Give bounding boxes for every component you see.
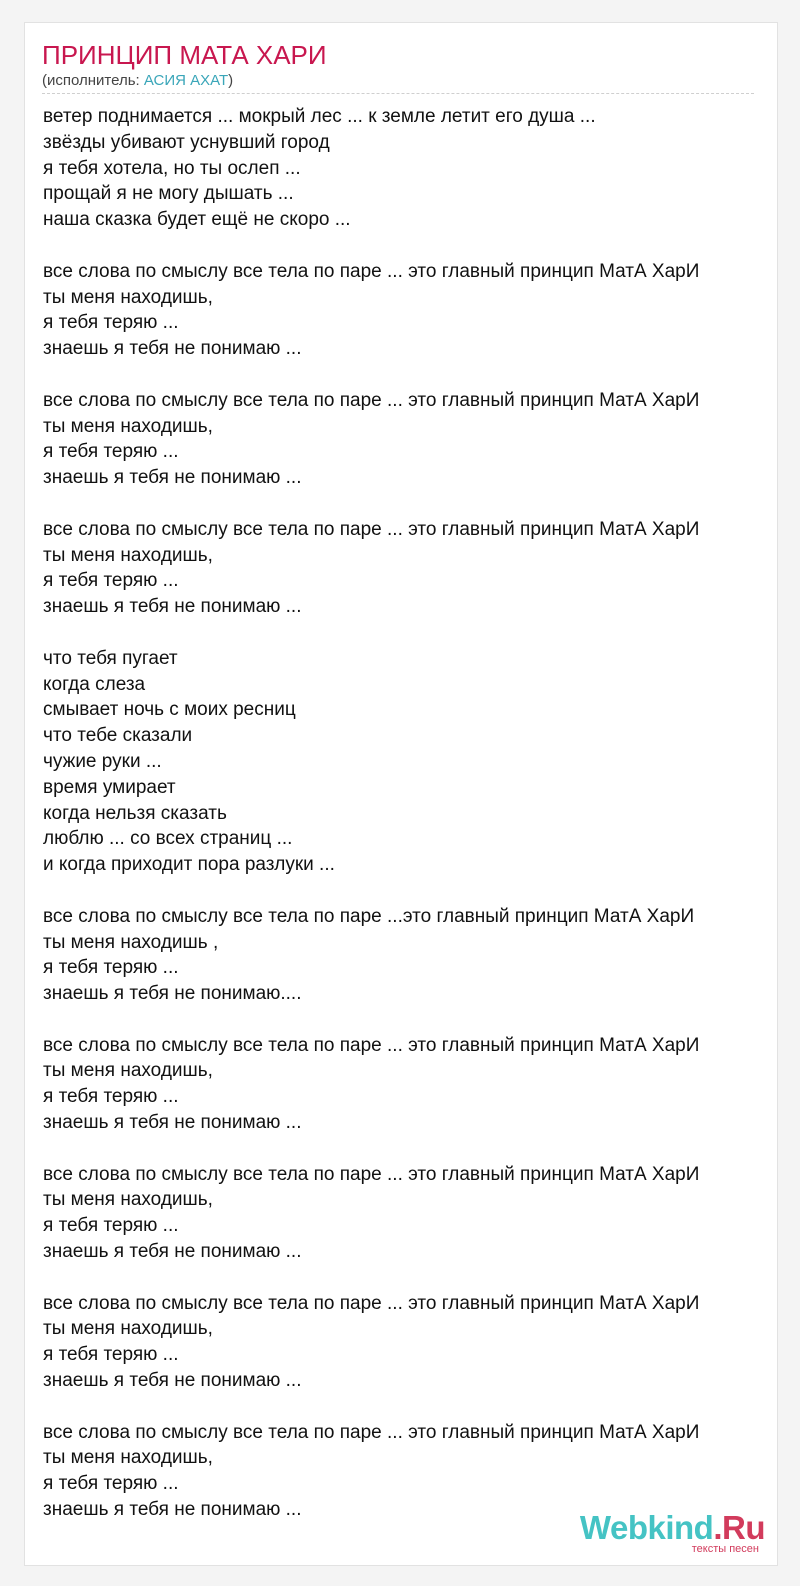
lyric-line: знаешь я тебя не понимаю ... bbox=[43, 338, 302, 360]
lyric-line: ты меня находишь, bbox=[43, 1060, 213, 1082]
lyric-line: я тебя теряю ... bbox=[43, 570, 179, 592]
artist-link[interactable]: АСИЯ АХАТ bbox=[143, 72, 229, 89]
stanza-gap bbox=[43, 620, 759, 646]
stanza-gap bbox=[43, 1007, 759, 1033]
lyric-line: смывает ночь с моих ресниц bbox=[43, 699, 296, 721]
lyric-line: звёзды убивают уснувший город bbox=[43, 131, 330, 153]
lyrics-page bbox=[24, 22, 778, 1566]
lyric-line: я тебя теряю ... bbox=[43, 1215, 179, 1237]
lyric-line: знаешь я тебя не понимаю ... bbox=[43, 1112, 302, 1134]
lyric-line: люблю ... со всех страниц ... bbox=[43, 828, 293, 850]
lyric-line: знаешь я тебя не понимаю ... bbox=[43, 467, 302, 489]
logo-wordmark bbox=[580, 1509, 765, 1547]
lyric-line: наша сказка будет ещё не скоро ... bbox=[43, 209, 351, 231]
artist-line bbox=[42, 72, 233, 90]
lyric-line: ты меня находишь, bbox=[43, 1318, 213, 1340]
lyric-line: все слова по смыслу все тела по паре ... это главный принцип МатА ХарИ bbox=[43, 260, 700, 282]
lyric-line: я тебя теряю ... bbox=[43, 957, 179, 979]
lyric-line: ты меня находишь, bbox=[43, 1189, 213, 1211]
lyric-line: все слова по смыслу все тела по паре ... это главный принцип МатА ХарИ bbox=[43, 1163, 700, 1185]
stanza-gap bbox=[43, 1394, 759, 1420]
artist-suffix: ) bbox=[228, 72, 234, 89]
stanza-gap bbox=[43, 878, 759, 904]
lyric-line: все слова по смыслу все тела по паре ... это главный принцип МатА ХарИ bbox=[43, 518, 700, 540]
webkind-logo[interactable] bbox=[577, 1509, 767, 1555]
lyric-line: когда слеза bbox=[43, 673, 146, 695]
logo-brand: Webkind bbox=[579, 1509, 714, 1546]
lyric-line: все слова по смыслу все тела по паре ... это главный принцип МатА ХарИ bbox=[43, 1421, 700, 1443]
lyric-line: все слова по смыслу все тела по паре ... это главный принцип МатА ХарИ bbox=[43, 389, 700, 411]
lyric-line: все слова по смыслу все тела по паре ... это главный принцип МатА ХарИ bbox=[43, 1292, 700, 1314]
song-title: ПРИНЦИП МАТА ХАРИ bbox=[42, 40, 327, 70]
lyric-line: все слова по смыслу все тела по паре ... это главный принцип МатА ХарИ bbox=[43, 1034, 700, 1056]
lyric-line: ты меня находишь , bbox=[43, 931, 219, 953]
lyric-line: ты меня находишь, bbox=[43, 1447, 213, 1469]
logo-tagline: тексты песен bbox=[691, 1543, 759, 1555]
lyric-line: время умирает bbox=[43, 776, 176, 798]
lyric-line: все слова по смыслу все тела по паре ...это главный принцип МатА ХарИ bbox=[43, 905, 695, 927]
lyric-line: я тебя теряю ... bbox=[43, 1086, 179, 1108]
stanza-gap bbox=[43, 362, 759, 388]
lyric-line: знаешь я тебя не понимаю ... bbox=[43, 1499, 302, 1521]
artist-prefix: (исполнитель: bbox=[42, 72, 144, 89]
lyrics-text bbox=[43, 104, 759, 1523]
lyric-line: знаешь я тебя не понимаю ... bbox=[43, 1370, 302, 1392]
lyric-line: ты меня находишь, bbox=[43, 286, 213, 308]
lyric-line: знаешь я тебя не понимаю.... bbox=[43, 983, 302, 1005]
lyric-line: я тебя хотела, но ты ослеп ... bbox=[43, 157, 301, 179]
header-divider bbox=[42, 93, 754, 94]
lyric-line: что тебя пугает bbox=[43, 647, 178, 669]
lyric-line: я тебя теряю ... bbox=[43, 1473, 179, 1495]
stanza-gap bbox=[43, 233, 759, 259]
stanza-gap bbox=[43, 491, 759, 517]
lyric-line: ты меня находишь, bbox=[43, 544, 213, 566]
stanza-gap bbox=[43, 1265, 759, 1291]
lyric-line: ветер поднимается ... мокрый лес ... к земле летит его душа ... bbox=[43, 106, 596, 127]
stanza-gap bbox=[43, 1136, 759, 1162]
lyric-line: что тебе сказали bbox=[43, 725, 193, 747]
logo-domain: .Ru bbox=[713, 1509, 765, 1546]
lyric-line: я тебя теряю ... bbox=[43, 312, 179, 334]
lyric-line: знаешь я тебя не понимаю ... bbox=[43, 1241, 302, 1263]
lyric-line: и когда приходит пора разлуки ... bbox=[43, 854, 335, 876]
lyric-line: чужие руки ... bbox=[43, 750, 162, 772]
lyric-line: прощай я не могу дышать ... bbox=[43, 183, 294, 205]
lyric-line: я тебя теряю ... bbox=[43, 1344, 179, 1366]
lyric-line: ты меня находишь, bbox=[43, 415, 213, 437]
lyric-line: когда нельзя сказать bbox=[43, 802, 227, 824]
lyric-line: знаешь я тебя не понимаю ... bbox=[43, 596, 302, 618]
lyric-line: я тебя теряю ... bbox=[43, 441, 179, 463]
